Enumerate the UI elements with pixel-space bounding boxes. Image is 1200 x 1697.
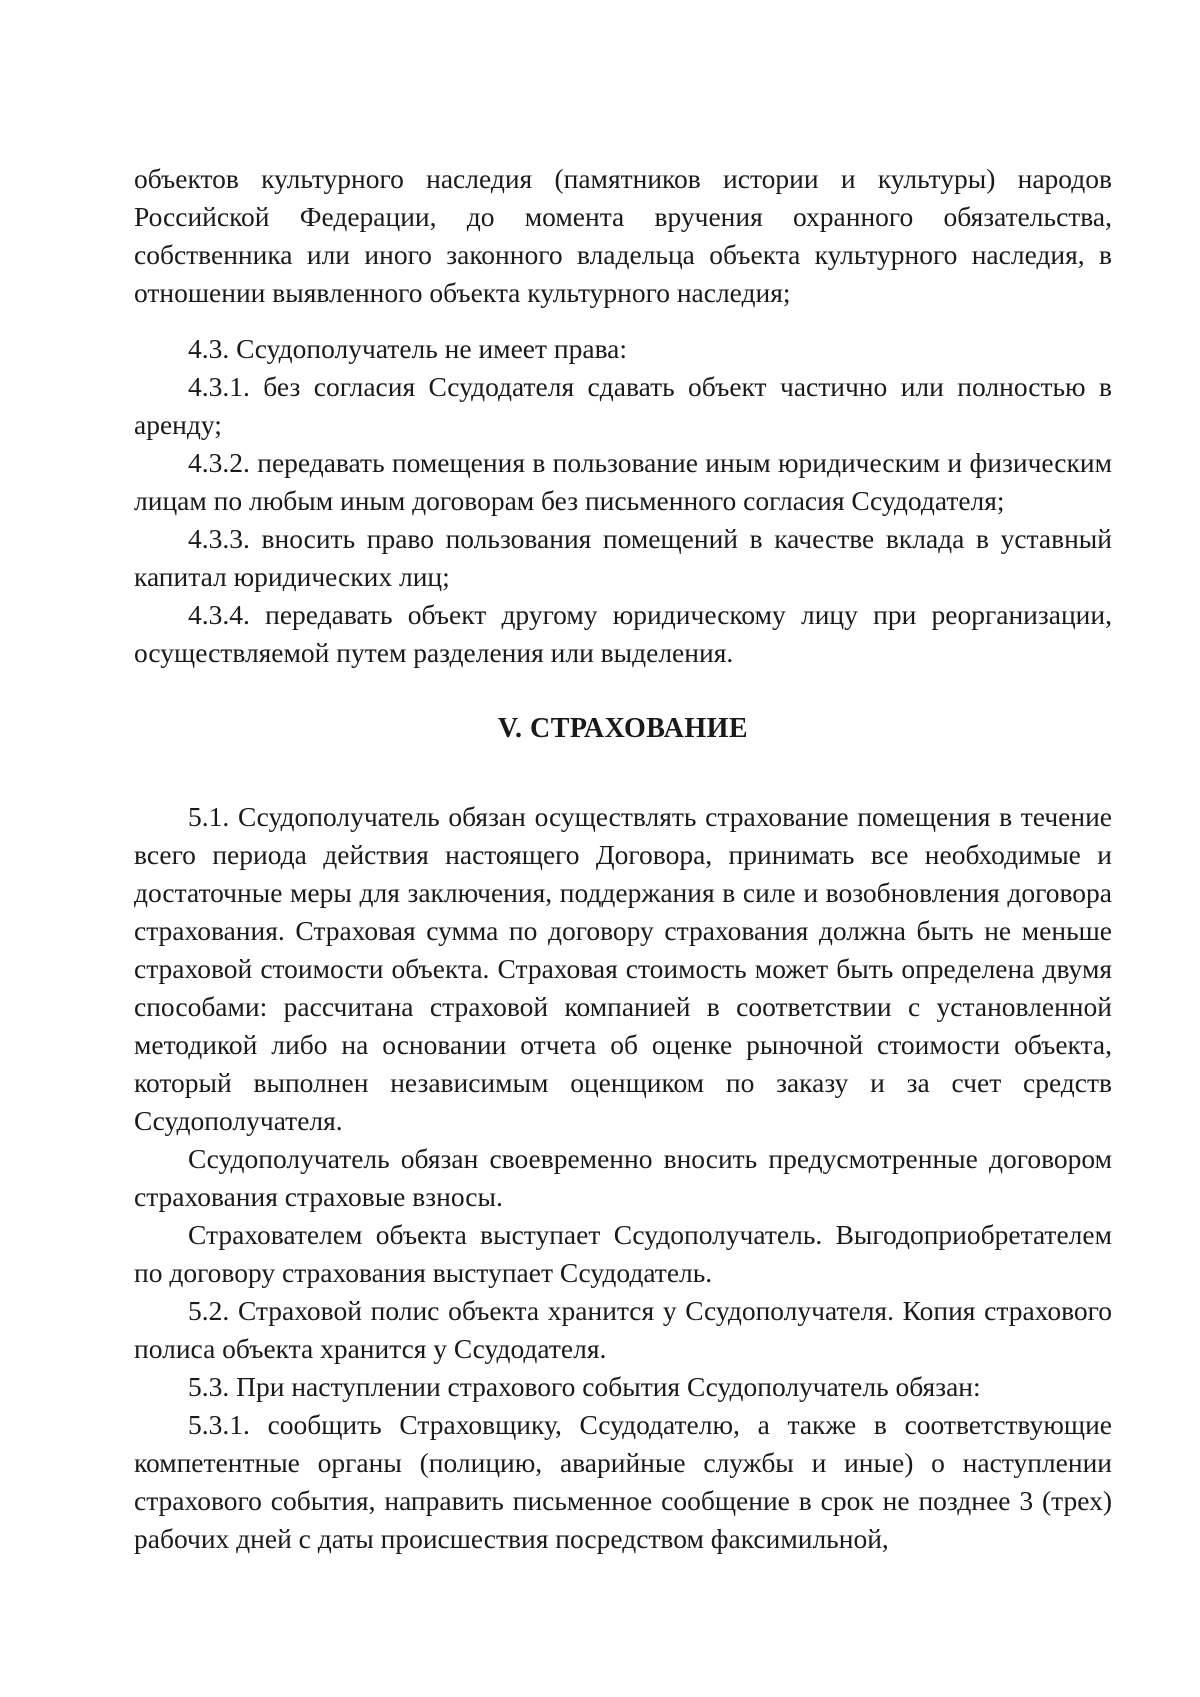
paragraph-4-3-1: 4.3.1. без согласия Ссудодателя сдавать объект частично или полностью в аренду; (134, 371, 1112, 440)
paragraph-4-3-2: 4.3.2. передавать помещения в пользование иным юридическим и физическим лицам по любым иным договорам без письменного согласия Ссудодателя; (134, 447, 1112, 516)
paragraph-5-1: 5.1. Ссудополучатель обязан осуществлять страхование помещения в течение всего периода действия настоящего Договора, принимать все необходимые и достаточные меры для заключения, поддержания в силе и возобновления договора страхования. Страховая сумма по договору страхования должна быть не меньше страховой стоимости объекта. Страховая стоимость может быть определена двумя способами: рассчитана страховой компанией в соответствии с установленной методикой либо на основании отчета об оценке рыночной стоимости объекта, который выполнен независимым оценщиком по заказу и за счет средств Ссудополучателя. (134, 801, 1112, 1136)
paragraph-4-3-4: 4.3.4. передавать объект другому юридическому лицу при реорганизации, осуществляемой путем разделения или выделения. (134, 599, 1112, 668)
paragraph-5-1-policyholder: Страхователем объекта выступает Ссудополучатель. Выгодоприобретателем по договору страхования выступает Ссудодатель. (134, 1219, 1112, 1288)
paragraph-4-3: 4.3. Ссудополучатель не имеет права: (188, 333, 628, 364)
paragraph-4-3-3: 4.3.3. вносить право пользования помещений в качестве вклада в уставный капитал юридических лиц; (134, 523, 1112, 592)
paragraph-5-1-insurance-payments: Ссудополучатель обязан своевременно вносить предусмотренные договором страхования страховые взносы. (134, 1143, 1112, 1212)
section-title: V. СТРАХОВАНИЕ (497, 713, 749, 744)
paragraph-intro: объектов культурного наследия (памятников истории и культуры) народов Российской Федерации, до момента вручения охранного обязательства, собственника или иного законного владельца объекта культурного наследия, в отношении выявленного объекта культурного наследия; (134, 163, 1112, 308)
paragraph-5-3: 5.3. При наступлении страхового события Ссудополучатель обязан: (188, 1371, 981, 1402)
paragraph-5-2: 5.2. Страховой полис объекта хранится у Ссудополучателя. Копия страхового полиса объекта хранится у Ссудодателя. (134, 1295, 1112, 1364)
paragraph-5-3-1: 5.3.1. сообщить Страховщику, Ссудодателю, а также в соответствующие компетентные органы (полицию, аварийные службы и иные) о наступлении страхового события, направить письменное сообщение в срок не позднее 3 (трех) рабочих дней с даты происшествия посредством факсимильной, (134, 1409, 1112, 1554)
